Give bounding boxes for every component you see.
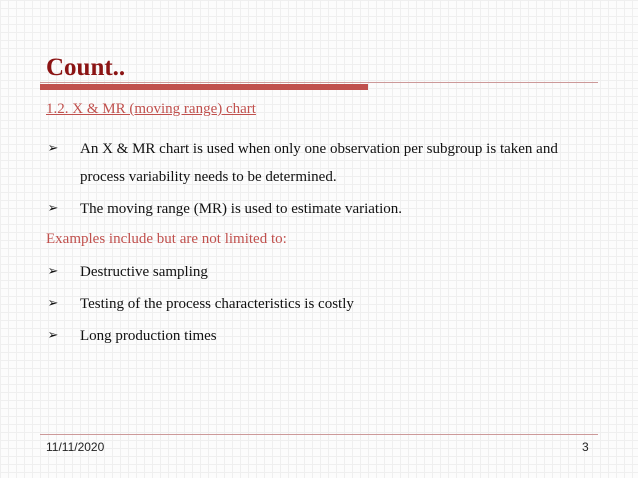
examples-label: Examples include but are not limited to: xyxy=(46,231,287,247)
bullet-text: An X & MR chart is used when only one observation per subgroup is taken and process variability needs to be determined. xyxy=(80,141,558,185)
arrow-bullet-icon: ➢ xyxy=(47,328,59,343)
page-number: 3 xyxy=(582,440,589,454)
arrow-bullet-icon: ➢ xyxy=(47,264,59,279)
bullet-text: Testing of the process characteristics is costly xyxy=(80,296,354,312)
bullet-item xyxy=(46,195,606,223)
slide-title: Count.. xyxy=(46,54,126,81)
bullet-item xyxy=(46,322,606,350)
footer-date: 11/11/2020 xyxy=(46,440,105,454)
bullet-item xyxy=(46,290,606,318)
arrow-bullet-icon: ➢ xyxy=(47,201,59,216)
bullet-item xyxy=(46,135,606,191)
title-rule-thin xyxy=(40,82,598,83)
footer-rule xyxy=(40,434,598,435)
bullet-item xyxy=(46,258,606,286)
arrow-bullet-icon: ➢ xyxy=(47,141,59,156)
arrow-bullet-icon: ➢ xyxy=(47,296,59,311)
title-rule-thick xyxy=(40,84,368,90)
bullet-text: Long production times xyxy=(80,328,217,344)
bullet-text: Destructive sampling xyxy=(80,264,208,280)
subheading: 1.2. X & MR (moving range) chart xyxy=(46,101,256,117)
bullet-text: The moving range (MR) is used to estimate variation. xyxy=(80,201,403,217)
